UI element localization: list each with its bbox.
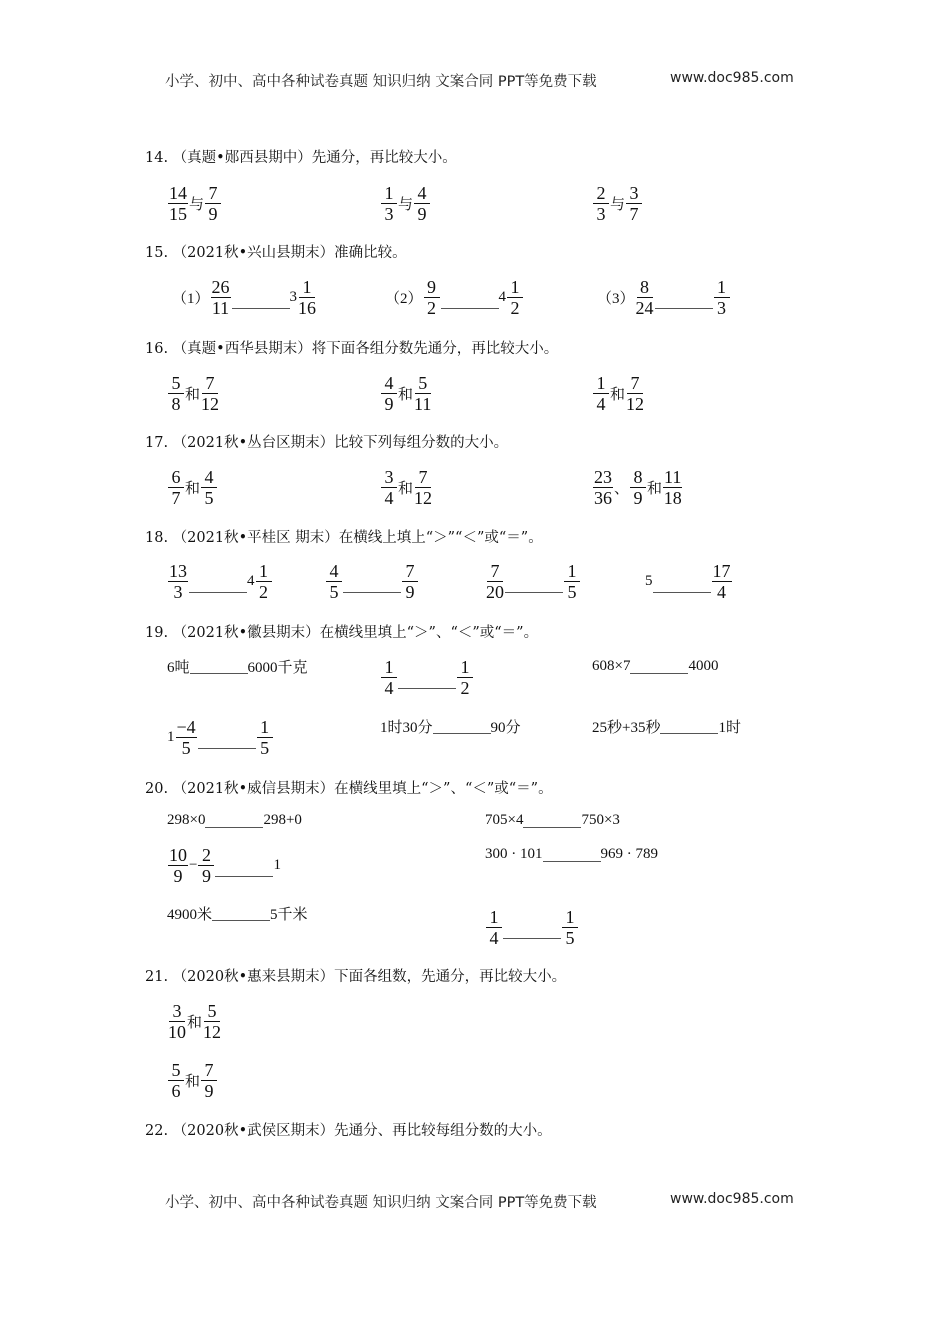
question-item [167, 370, 220, 416]
item-text: 298+0 [263, 811, 302, 828]
question-item [167, 842, 281, 888]
item-text: 4 [498, 288, 507, 305]
item-text: 5千米 [270, 906, 308, 923]
fraction [298, 277, 316, 318]
question-title: 18. （2021秋•平桂区 期末）在横线上填上“＞”“＜”或“＝”。 [145, 530, 543, 546]
fraction-denominator: 6 [171, 1080, 181, 1101]
item-text: 25秒+35秒 [592, 719, 661, 736]
answer-blank[interactable] [198, 748, 256, 749]
fraction-denominator: 9 [405, 581, 415, 602]
fraction [593, 373, 609, 414]
fraction [593, 183, 609, 224]
fraction [381, 373, 397, 414]
fraction-denominator: 9 [633, 487, 643, 508]
item-text: 705×4 [485, 811, 524, 828]
fraction-numerator: 9 [424, 277, 440, 298]
fraction [168, 1001, 186, 1042]
fraction-denominator: 5 [567, 581, 577, 602]
header-text: 小学、初中、高中各种试卷真题 知识归纳 文案合同 PPT等免费下载 [165, 74, 597, 90]
question-item [597, 274, 731, 320]
fraction [201, 467, 217, 508]
question-item [167, 180, 222, 226]
item-text: 300 · 101 [485, 845, 543, 862]
fraction-numerator: 1 [257, 717, 273, 738]
fraction [626, 183, 642, 224]
fraction-numerator: 2 [593, 183, 609, 204]
fraction [176, 717, 197, 758]
fraction-numerator: 7 [205, 183, 221, 204]
answer-blank[interactable] [232, 308, 290, 309]
question-item [485, 831, 658, 877]
answer-blank[interactable] [653, 592, 711, 593]
answer-blank[interactable] [630, 673, 688, 674]
fraction-denominator: 2 [460, 677, 470, 698]
fraction-denominator: 16 [298, 297, 317, 318]
fraction-numerator: 2 [198, 845, 214, 866]
question-title: 16. （真题•西华县期末）将下面各组分数先通分，再比较大小。 [145, 341, 559, 357]
fraction-denominator: 11 [211, 297, 230, 318]
fraction [402, 561, 418, 602]
fraction-denominator: 9 [384, 393, 394, 414]
fraction-denominator: 12 [201, 393, 220, 414]
fraction [256, 561, 272, 602]
fraction-numerator: 7 [415, 467, 431, 488]
fraction-numerator: 5 [168, 1060, 184, 1081]
item-text: 与 [189, 196, 205, 213]
answer-blank[interactable] [343, 592, 401, 593]
item-text: 298×0 [167, 811, 206, 828]
fraction-denominator: 3 [717, 297, 727, 318]
item-text: 和 [185, 386, 201, 403]
fraction-numerator: 4 [414, 183, 430, 204]
fraction-numerator: 13 [169, 560, 187, 581]
question-item [380, 703, 521, 749]
question-title: 22. （2020秋•武侯区期末）先通分、再比较每组分数的大小。 [145, 1123, 552, 1139]
question-item [167, 558, 273, 604]
item-text: 与 [398, 196, 414, 213]
fraction-numerator: 1 [457, 657, 473, 678]
item-text: − [189, 856, 198, 873]
fraction-numerator: 7 [201, 1060, 217, 1081]
item-text: 4 [247, 572, 255, 589]
item-text: 1时 [718, 719, 741, 736]
fraction-denominator: 4 [596, 393, 606, 414]
fraction-numerator: 1 [256, 561, 272, 582]
answer-blank[interactable] [505, 592, 563, 593]
fraction [168, 561, 188, 602]
page-footer [165, 1191, 794, 1212]
page-header [165, 70, 794, 91]
question-title: 15. （2021秋•兴山县期末）准确比较。 [145, 245, 407, 261]
fraction [626, 373, 644, 414]
question-item [167, 797, 302, 843]
header-url[interactable]: www.doc985.com [670, 70, 794, 86]
fraction [381, 467, 397, 508]
fraction-denominator: 12 [626, 393, 645, 414]
fraction-numerator: 1 [381, 183, 397, 204]
fraction-denominator: 18 [663, 487, 682, 508]
fraction [205, 183, 221, 224]
fraction-denominator: 4 [489, 927, 499, 948]
question-item [325, 558, 419, 604]
item-text: 和 [647, 480, 663, 497]
fraction [562, 907, 578, 948]
fraction [203, 1001, 221, 1042]
fraction-numerator: 4 [326, 561, 342, 582]
fraction [381, 183, 397, 224]
fraction [457, 657, 473, 698]
fraction [414, 183, 430, 224]
fraction [168, 467, 184, 508]
question-item [167, 998, 222, 1044]
item-text: 、 [614, 480, 630, 497]
fraction-denominator: 9 [173, 865, 183, 886]
item-text: 6吨 [167, 659, 190, 676]
item-text: 4900米 [167, 906, 213, 923]
item-text: 和 [398, 480, 414, 497]
fraction-numerator: −4 [176, 716, 196, 737]
fraction [414, 467, 432, 508]
fraction-numerator: 6 [168, 467, 184, 488]
fraction [424, 277, 440, 318]
question-title: 17. （2021秋•丛台区期末）比较下列每组分数的大小。 [145, 435, 509, 451]
fraction-numerator: 1 [714, 277, 730, 298]
fraction-denominator: 12 [414, 487, 433, 508]
item-text: 750×3 [581, 811, 620, 828]
fraction [663, 467, 682, 508]
answer-blank[interactable] [503, 938, 561, 939]
answer-blank[interactable] [523, 827, 581, 828]
fraction-denominator: 4 [384, 487, 394, 508]
fraction-denominator: 3 [384, 203, 394, 224]
question-item [592, 370, 645, 416]
fraction [168, 845, 188, 886]
fraction-denominator: 2 [510, 297, 520, 318]
question-item [485, 558, 581, 604]
question-item [592, 703, 741, 749]
question-item [380, 654, 474, 700]
fraction-denominator: 3 [173, 581, 183, 602]
fraction-numerator: 5 [204, 1001, 220, 1022]
item-text: 90分 [490, 719, 521, 736]
fraction-denominator: 5 [181, 737, 191, 758]
fraction-numerator: 10 [169, 844, 187, 865]
fraction-numerator: 7 [202, 373, 218, 394]
fraction [381, 657, 397, 698]
fraction [201, 373, 219, 414]
fraction [714, 277, 730, 318]
answer-blank[interactable] [543, 861, 601, 862]
fraction [564, 561, 580, 602]
fraction [198, 845, 214, 886]
fraction-denominator: 20 [486, 581, 504, 602]
fraction [168, 373, 184, 414]
fraction-numerator: 4 [201, 467, 217, 488]
fraction-denominator: 11 [414, 393, 432, 414]
item-text: 1时30分 [380, 719, 433, 736]
fraction-denominator: 10 [168, 1021, 186, 1042]
fraction-numerator: 14 [169, 182, 187, 203]
fraction-numerator: 1 [299, 277, 315, 298]
question-item [167, 643, 308, 689]
item-text: 3 [289, 288, 298, 305]
answer-blank[interactable] [212, 920, 270, 921]
item-text: 1 [167, 728, 175, 745]
fraction-numerator: 1 [507, 277, 523, 298]
fraction [414, 373, 431, 414]
answer-blank[interactable] [398, 688, 456, 689]
fraction-numerator: 7 [627, 373, 643, 394]
fraction-denominator: 12 [203, 1021, 222, 1042]
fraction-numerator: 1 [593, 373, 609, 394]
item-text: 1 [273, 856, 281, 873]
fraction [168, 1060, 184, 1101]
fraction [486, 907, 502, 948]
item-text: 与 [610, 196, 626, 213]
fraction-denominator: 15 [169, 203, 187, 224]
fraction-numerator: 1 [381, 657, 397, 678]
fraction-numerator: 3 [381, 467, 397, 488]
fraction [636, 277, 654, 318]
question-item [592, 180, 643, 226]
answer-blank[interactable] [189, 592, 247, 593]
item-text: 5 [645, 572, 653, 589]
fraction-denominator: 9 [417, 203, 427, 224]
fraction-numerator: 8 [630, 467, 646, 488]
answer-blank[interactable] [205, 827, 263, 828]
item-text: （1） [172, 290, 210, 307]
fraction-denominator: 7 [629, 203, 639, 224]
fraction-numerator: 5 [168, 373, 184, 394]
fraction [211, 277, 231, 318]
item-text: 608×7 [592, 657, 631, 674]
question-title: 14. （真题•郧西县期中）先通分，再比较大小。 [145, 150, 457, 166]
answer-blank[interactable] [441, 308, 499, 309]
answer-blank[interactable] [660, 733, 718, 734]
fraction [486, 561, 504, 602]
fraction-numerator: 1 [562, 907, 578, 928]
fraction-numerator: 17 [712, 560, 731, 581]
fraction-denominator: 2 [427, 297, 437, 318]
fraction-denominator: 9 [204, 1080, 214, 1101]
fraction-denominator: 9 [201, 865, 211, 886]
fraction-numerator: 1 [486, 907, 502, 928]
fraction-numerator: 7 [402, 561, 418, 582]
question-title: 19. （2021秋•徽县期末）在横线里填上“＞”、“＜”或“＝”。 [145, 625, 539, 641]
fraction-numerator: 3 [169, 1001, 185, 1022]
answer-blank[interactable] [215, 876, 273, 877]
footer-url[interactable]: www.doc985.com [670, 1191, 794, 1207]
question-item [485, 904, 579, 950]
item-text: 和 [398, 386, 414, 403]
question-item [167, 464, 218, 510]
question-item [592, 643, 718, 689]
question-item [380, 464, 433, 510]
fraction-denominator: 2 [259, 581, 268, 602]
question-item [167, 1057, 218, 1103]
fraction [593, 467, 613, 508]
fraction [201, 1060, 217, 1101]
question-item [645, 558, 733, 604]
fraction-denominator: 4 [384, 677, 394, 698]
fraction-denominator: 4 [717, 581, 726, 602]
question-item [380, 180, 431, 226]
fraction-denominator: 5 [329, 581, 339, 602]
fraction-numerator: 11 [664, 466, 682, 487]
fraction-denominator: 5 [260, 737, 270, 758]
fraction [630, 467, 646, 508]
fraction-denominator: 3 [596, 203, 606, 224]
fraction [168, 183, 188, 224]
fraction [326, 561, 342, 602]
item-text: 6000千克 [247, 659, 308, 676]
answer-blank[interactable] [190, 673, 248, 674]
question-item [167, 890, 308, 936]
fraction-denominator: 5 [565, 927, 575, 948]
item-text: （2） [385, 290, 423, 307]
item-text: 969 · 789 [600, 845, 658, 862]
question-item [385, 274, 524, 320]
fraction [257, 717, 273, 758]
question-item [167, 714, 274, 760]
item-text: 和 [610, 386, 626, 403]
item-text: （3） [597, 290, 635, 307]
fraction-denominator: 8 [171, 393, 181, 414]
fraction-numerator: 23 [594, 466, 612, 487]
item-text: 4000 [688, 657, 719, 674]
fraction [712, 561, 732, 602]
fraction-numerator: 4 [381, 373, 397, 394]
fraction-numerator: 26 [211, 276, 230, 297]
question-title: 20. （2021秋•威信县期末）在横线里填上“＞”、“＜”或“＝”。 [145, 781, 553, 797]
fraction-numerator: 3 [626, 183, 642, 204]
fraction-denominator: 9 [208, 203, 218, 224]
fraction-denominator: 5 [204, 487, 214, 508]
fraction [507, 277, 523, 318]
question-item [592, 464, 683, 510]
answer-blank[interactable] [655, 308, 713, 309]
item-text: 和 [185, 480, 201, 497]
fraction-numerator: 8 [637, 277, 653, 298]
fraction-numerator: 1 [564, 561, 580, 582]
question-item [380, 370, 432, 416]
question-item [172, 274, 317, 320]
fraction-numerator: 7 [487, 561, 503, 582]
item-text: 和 [185, 1073, 201, 1090]
item-text: 和 [187, 1014, 203, 1031]
footer-text: 小学、初中、高中各种试卷真题 知识归纳 文案合同 PPT等免费下载 [165, 1195, 597, 1211]
question-title: 21. （2020秋•惠来县期末）下面各组数，先通分，再比较大小。 [145, 969, 567, 985]
fraction-denominator: 7 [171, 487, 181, 508]
fraction-denominator: 36 [594, 487, 612, 508]
answer-blank[interactable] [433, 733, 491, 734]
fraction-numerator: 5 [415, 373, 431, 394]
fraction-denominator: 24 [635, 297, 654, 318]
